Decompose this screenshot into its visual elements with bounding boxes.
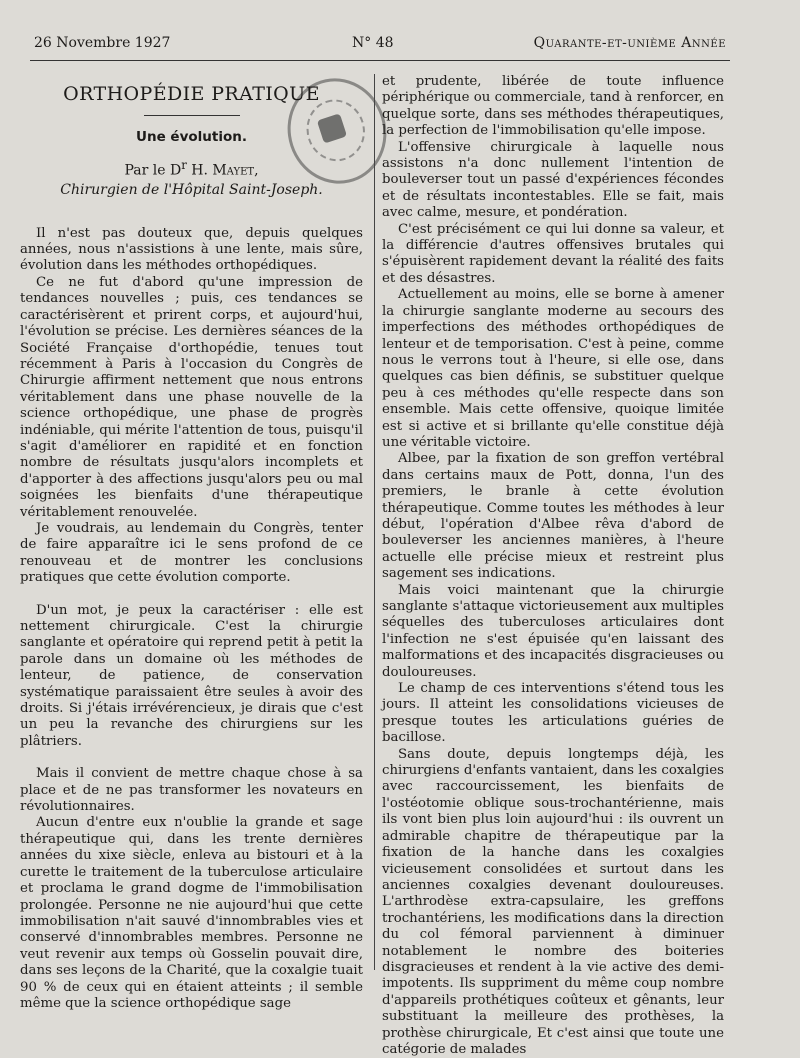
author-name: H. Mayet, <box>186 162 259 179</box>
paragraph: Mais voici maintenant que la chirurgie sanglante s'attaque victorieusement aux multiples séquelles des tuberculoses articulaires dont l'infection ne s'est épuisée qu'en laissant des malformations et des incapacités disgracieuses ou douloureuses. <box>382 582 724 680</box>
byline-prefix: Par le D <box>124 162 182 179</box>
paragraph: Actuellement au moins, elle se borne à amener la chirurgie sanglante moderne au secours des imperfections des méthodes orthopédiques de lenteur et de temporisation. C'est à peine, comme nous le verrons tout à l'heure, si elle ose, dans quelques cas bien définis, se substituer quelque peu à ces méthodes qu'elle respecte dans son ensemble. Mais cette offensive, quoique limitée est si active et si brillante qu'elle constitue déjà une véritable victoire. <box>382 287 724 450</box>
issue-date: 26 Novembre 1927 <box>34 35 171 51</box>
article-title: ORTHOPÉDIE PRATIQUE <box>63 83 320 105</box>
paragraph: Mais il convient de mettre chaque chose à sa place et de ne pas transformer les novateurs en révolutionnaires. <box>20 766 363 815</box>
publication-year: Quarante-et-unième Année <box>533 35 726 51</box>
paragraph: Albee, par la fixation de son greffon vertébral dans certains maux de Pott, donna, l'un des premiers, le branle à cette évolution thérapeutique. Comme toutes les méthodes à leur début, l'opération d'Albee rêva d'abord de bouleverser les anciennes manières, à l'heure actuelle elle précise mieux et restreint plus sagement ses indications. <box>382 451 724 582</box>
paragraph: C'est précisément ce qui lui donne sa valeur, et la différencie d'autres offensives brutales qui s'épuisèrent rapidement devant la réalité des faits et des désastres. <box>382 221 724 286</box>
page-header <box>34 35 726 57</box>
left-column <box>20 74 363 1012</box>
column-divider <box>374 74 375 970</box>
paragraph: L'offensive chirurgicale à laquelle nous assistons n'a donc nullement l'intention de bouleverser tout un passé d'expériences fécondes et de résultats incontestables. Elle se fait, mais avec calme, mesure, et pondération. <box>382 139 724 221</box>
paragraph: Il n'est pas douteux que, depuis quelques années, nous n'assistions à une lente, mais sûre, évolution dans les méthodes orthopédiques. <box>20 225 363 274</box>
paragraph: Je voudrais, au lendemain du Congrès, tenter de faire apparaître ici le sens profond de ce renouveau et de montrer les conclusions pratiques que cette évolution comporte. <box>20 520 363 586</box>
paragraph: et prudente, libérée de toute influence périphérique ou commerciale, tand à renforcer, en quelque sorte, dans ses méthodes thérapeutiques, la perfection de l'immobilisation qu'elle impose. <box>382 74 724 139</box>
paragraph: Sans doute, depuis longtemps déjà, les chirurgiens d'enfants vantaient, dans les coxalgies avec raccourcissement, les bienfaits de l'ostéotomie oblique sous-trochantérienne, mais ils vont bien plus loin aujourd'hui : ils ouvrent un admirable chapitre de thérapeutique par la fixation de la hanche dans les coxalgies vicieusement consolidées et surtout dans les anciennes coxalgies devenant douloureuses. L'arthrodèse extra-capsulaire, les greffons trochantériens, les modifications dans la direction du col fémoral parviennent à diminuer notablement le nombre des boiteries disgracieuses et rendent à la vie active des demi-impotents. Ils suppriment du même coup nombre d'appareils prothétiques coûteux et gênants, leur substituant la meilleure des prothèses, la prothèse chirurgicale, Et c'est ainsi que toute une catégorie de malades <box>382 746 724 1057</box>
byline-superscript: r <box>181 158 187 172</box>
paragraph: Ce ne fut d'abord qu'une impression de tendances nouvelles ; puis, ces tendances se caractérisèrent et prirent corps, et aujourd'hui, l'évolution se précise. Les dernières séances de la Société Française d'orthopédie, tenues tout récemment à Paris à l'occasion du Congrès de Chirurgie affirment nettement que nous entrons véritablement dans une phase nouvelle de la science orthopédique, une phase de progrès indéniable, qui mérite l'attention de tous, puisqu'il s'agit d'améliorer en rapidité et en fonction nombre de résultats jusqu'alors incomplets et d'apporter à des affections jusqu'alors peu ou mal soignées les bienfaits d'une thérapeutique véritablement renouvelée. <box>20 274 363 520</box>
right-column <box>382 74 724 1058</box>
paragraph: Aucun d'entre eux n'oublie la grande et sage thérapeutique qui, dans les trente dernières années du xixe siècle, enleva au bistouri et à la curette le traitement de la tuberculose articulaire et proclama le grand dogme de l'immobilisation prolongée. Personne ne nie aujourd'hui que cette immobilisation n'ait sauvé d'innombrables vies et conservé d'innombrables membres. Personne ne veut revenir aux temps où Gosselin pouvait dire, dans ses leçons de la Charité, que la coxalgie tuait 90 % de ceux qui en étaient atteints ; il semble même que la science orthopédique sage <box>20 815 363 1011</box>
author-affiliation: Chirurgien de l'Hôpital Saint-Joseph. <box>60 181 323 198</box>
header-rule <box>30 60 730 61</box>
article-subtitle: Une évolution. <box>136 129 247 145</box>
issue-number: N° 48 <box>352 35 394 51</box>
title-rule <box>144 115 240 116</box>
author-byline <box>20 156 363 181</box>
paragraph: Le champ de ces interventions s'étend tous les jours. Il atteint les consolidations vicieuses de presque toutes les articulations guéries de bacillose. <box>382 681 724 746</box>
paragraph: D'un mot, je peux la caractériser : elle est nettement chirurgicale. C'est la chirurgie sanglante et opératoire qui reprend petit à petit la parole dans un domaine où les méthodes de lenteur, de patience, de conservation systématique paraissaient être seules à avoir des droits. Si j'étais irrévérencieux, je dirais que c'est un peu la revanche des chirurgiens sur les plâtriers. <box>20 602 363 749</box>
